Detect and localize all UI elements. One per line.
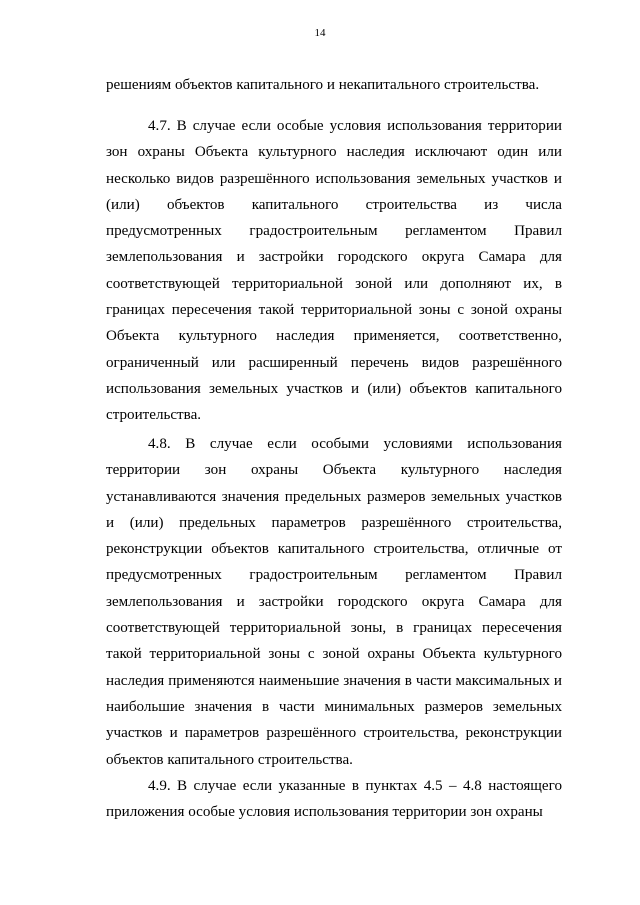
- paragraph-text: 4.7. В случае если особые условия использования территории зон охраны Объекта культурного наследия исключают один или несколько видов разрешённого использования земельных участков и (или) объектов капитального строительства из числа предусмотренных градостроительным регламентом Правил землепользования и застройки городского округа Самара для соответствующей территориальной зоной или дополняют их, в границах пересечения такой территориальной зоны с зоной охраны Объекта культурного наследия применяется, соответственно, ограниченный или расширенный перечень видов разрешённого использования земельных участков и (или) объектов капитального строительства.: [106, 118, 562, 424]
- paragraph-continuation: [106, 72, 562, 98]
- paragraph-4-8: [106, 431, 562, 773]
- paragraph-text: 4.9. В случае если указанные в пунктах 4.5 – 4.8 настоящего приложения особые условия использования территории зон охраны: [106, 778, 562, 821]
- paragraph-4-9: [106, 773, 562, 826]
- page-number: 14: [314, 27, 326, 39]
- paragraph-text: решениям объектов капитального и некапитального строительства.: [106, 77, 540, 93]
- paragraph-text: 4.8. В случае если особыми условиями использования территории зон охраны Объекта культурного наследия устанавливаются значения предельных размеров земельных участков и (или) предельных параметров разрешённого строительства, реконструкции объектов капитального строительства, отличные от предусмотренных градостроительным регламентом Правил землепользования и застройки городского округа Самара для соответствующей территориальной зоны, в границах пересечения такой территориальной зоны с зоной охраны Объекта культурного наследия применяются наименьшие значения в части максимальных и наибольшие значения в части минимальных размеров земельных участков и параметров разрешённого строительства, реконструкции объектов капитального строительства.: [106, 436, 562, 768]
- paragraph-4-7: [106, 113, 562, 429]
